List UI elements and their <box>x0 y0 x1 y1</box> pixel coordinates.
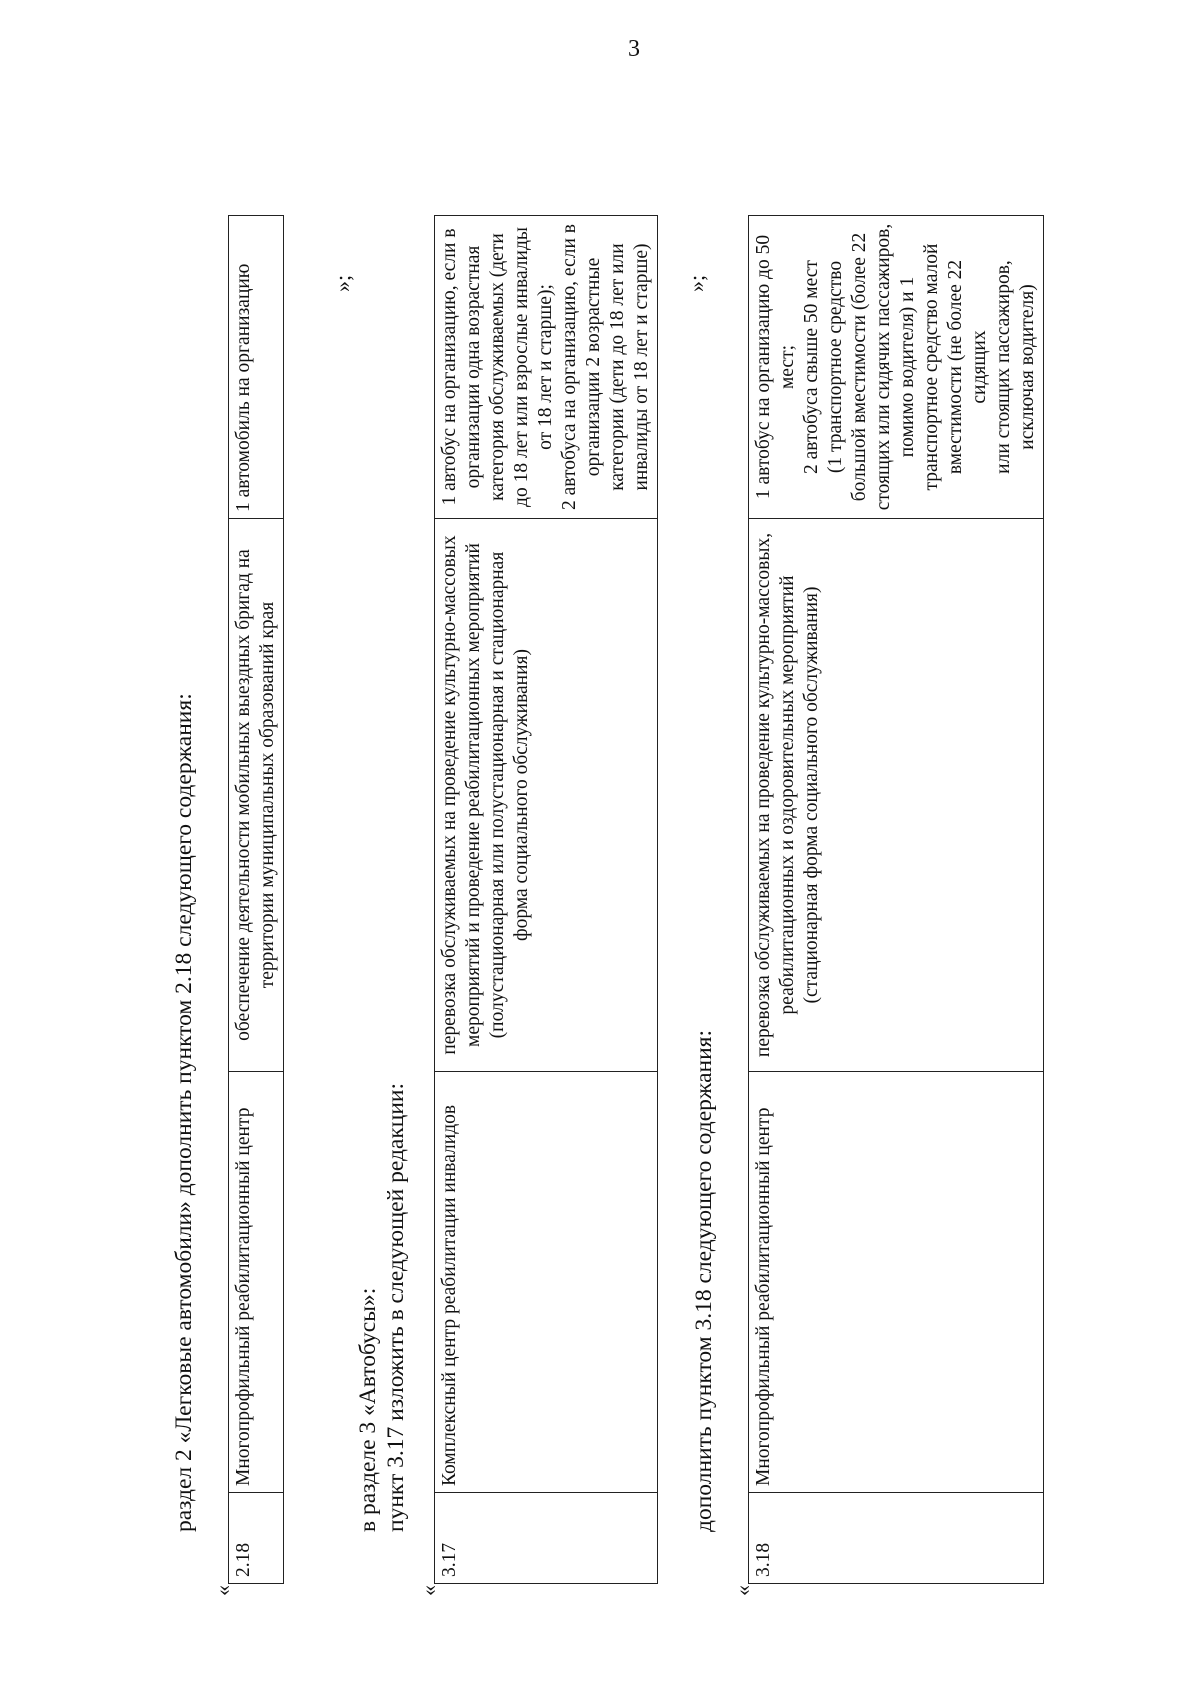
cell-org: Комплексный центр реабилитации инвалидов <box>435 1072 658 1493</box>
open-quote: « <box>416 1585 441 1596</box>
table-row <box>229 216 284 1584</box>
cell-num: 3.17 <box>435 1493 658 1584</box>
norm-line-2: 2 автобуса на организацию, если в организации 2 возрастные категории (дети до 18 лет или инвалиды от 18 лет и старше) <box>559 224 652 510</box>
cell-purpose: перевозка обслуживаемых на проведение культурно-массовых, реабилитационных и оздоровительных мероприятий (стационарная форма социального обслуживания) <box>749 519 1044 1072</box>
cell-org: Многопрофильный реабилитационный центр <box>229 1072 284 1493</box>
page-number: 3 <box>628 36 640 62</box>
cell-norm: 1 автомобиль на организацию <box>229 216 284 519</box>
norm-line-3: (1 транспортное средство большой вместимости (более 22 стоящих или сидячих пассажиров, помимо водителя) и 1 транспортное средство малой вместимости (не более 22 сидящих <box>825 223 990 511</box>
section-3-18 <box>690 200 1038 1600</box>
rotated-content <box>170 100 1070 1600</box>
table-3-18 <box>748 215 1044 1584</box>
section3-intro-2: пункт 3.17 изложить в следующей редакции: <box>383 1082 409 1532</box>
cell-norm <box>435 216 658 519</box>
norm-line-1: 1 автобус на организацию до 50 мест; <box>753 234 798 500</box>
table-row <box>435 216 658 1584</box>
norm-line-4: или стоящих пассажиров, исключая водителя) <box>993 260 1038 474</box>
close-quote: »; <box>684 274 709 292</box>
open-quote: « <box>210 1585 235 1596</box>
cell-purpose: обеспечение деятельности мобильных выездных бригад на территории муниципальных образований края <box>229 519 284 1072</box>
cell-num: 3.18 <box>749 1493 1044 1584</box>
section3-18-intro: дополнить пунктом 3.18 следующего содержания: <box>691 1029 717 1532</box>
open-quote: « <box>730 1585 755 1596</box>
cell-norm <box>749 216 1044 519</box>
cell-org: Многопрофильный реабилитационный центр <box>749 1072 1044 1493</box>
close-quote: »; <box>330 274 355 292</box>
table-2-18 <box>228 215 284 1584</box>
norm-line-2: 2 автобуса свыше 50 мест <box>801 260 822 474</box>
cell-purpose: перевозка обслуживаемых на проведение культурно-массовых мероприятий и проведение реабилитационных мероприятий (полустационарная или полустационарная и стационарная форма социального обслуживания) <box>435 519 658 1072</box>
norm-line-1: 1 автобус на организацию, если в организации одна возрастная категория обслуживаемых (дети до 18 лет или взрослые инвалиды от 18 лет и старше); <box>439 227 556 507</box>
section2-intro: раздел 2 «Легковые автомобили» дополнить пунктом 2.18 следующего содержания: <box>171 693 197 1532</box>
section-2-18 <box>170 200 355 1600</box>
section3-intro-1: в разделе 3 «Автобусы»: <box>355 1287 381 1532</box>
cell-num: 2.18 <box>229 1493 284 1584</box>
table-3-17 <box>434 215 658 1584</box>
table-row <box>749 216 1044 1584</box>
